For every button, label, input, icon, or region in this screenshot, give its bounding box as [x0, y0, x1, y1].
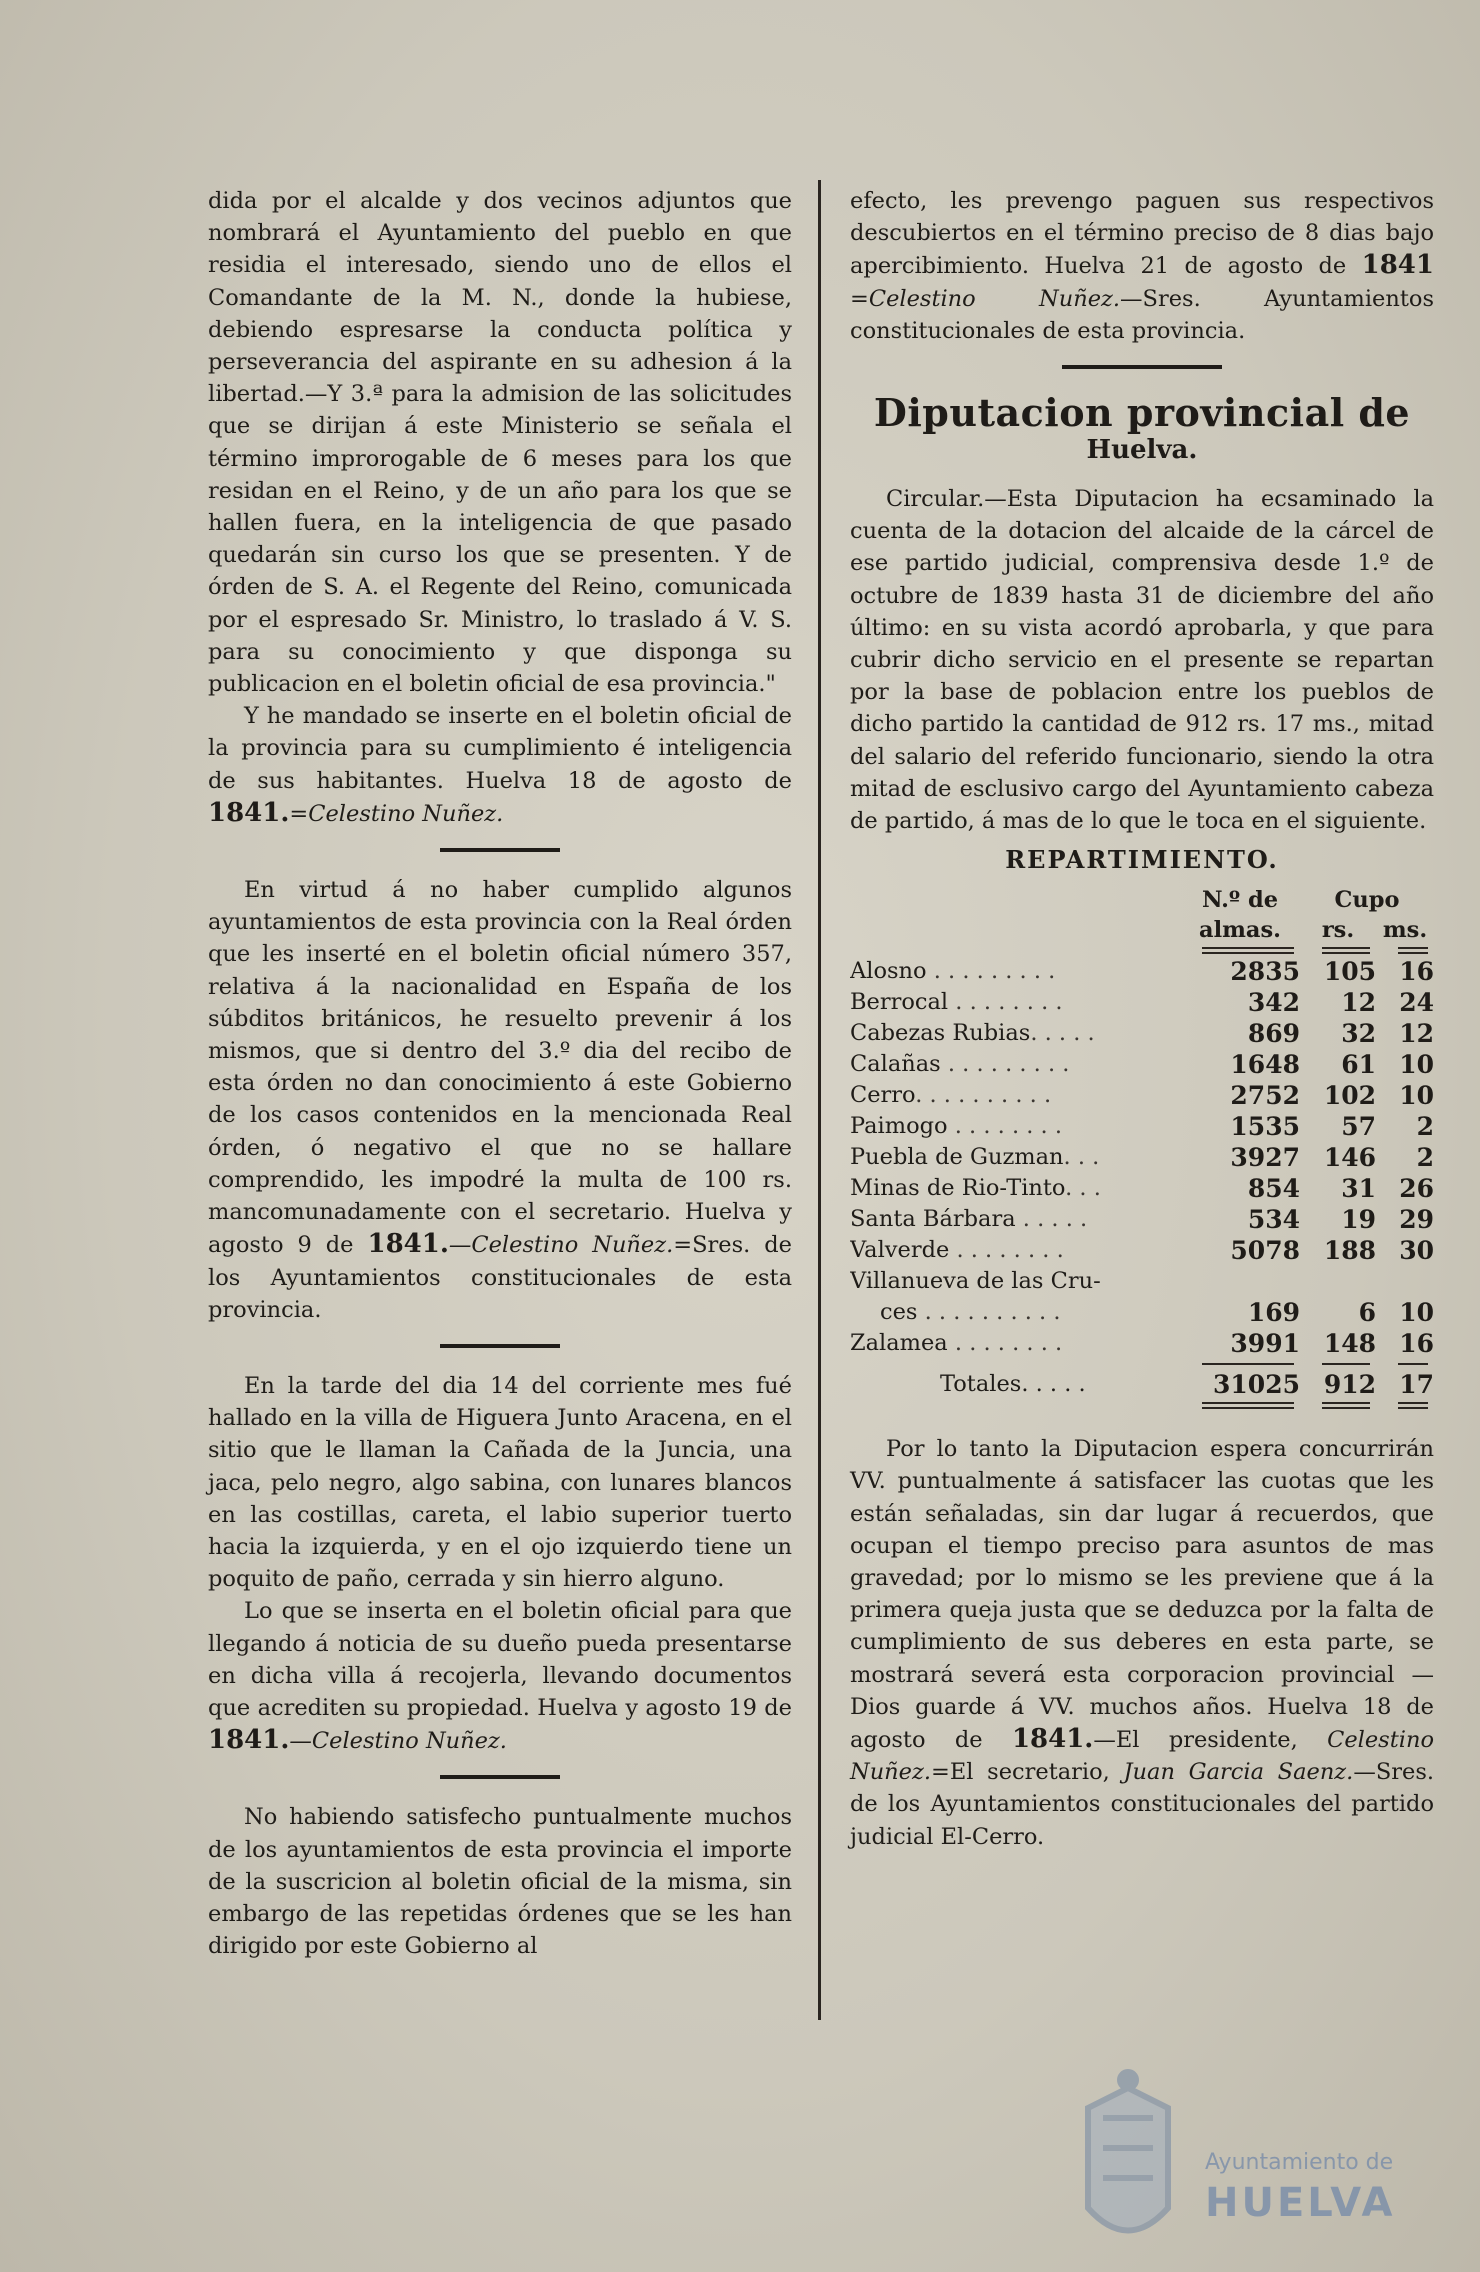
- row-town-name: Minas de Rio-Tinto: [850, 1175, 1066, 1202]
- section-heading: Diputacion provincial de: [873, 390, 1411, 436]
- row-town-name: Valverde: [850, 1237, 950, 1264]
- table-row: [850, 1297, 1434, 1328]
- table-row: [850, 1235, 1434, 1266]
- table-row: [850, 1018, 1434, 1049]
- row-rs: 12: [1341, 988, 1376, 1018]
- row-leader-dots: . . . . . . . . .: [940, 1051, 1070, 1078]
- watermark-line2: HUELVA: [1205, 2180, 1396, 2226]
- row-leader-dots: . . . . . . . . . .: [915, 1082, 1052, 1109]
- totals-label: Totales. . . . .: [940, 1371, 1086, 1398]
- row-rs: 148: [1323, 1329, 1376, 1359]
- row-ms: 10: [1399, 1050, 1434, 1080]
- row-town-name: ces: [880, 1299, 918, 1326]
- col-header-almas: N.º de: [1201, 887, 1279, 914]
- section-divider: [440, 1344, 560, 1348]
- section-divider: [440, 1775, 560, 1779]
- row-almas: 854: [1247, 1174, 1300, 1204]
- row-leader-dots: . . . . . . . . .: [926, 958, 1056, 985]
- right-paragraph-3: Por lo tanto la Diputacion espera concurrirán VV. puntualmente á satisfacer las cuotas que les están señaladas, sin dar lugar á recuerdos, que ocupan el tiempo preciso para asuntos de mas gravedad; por lo mismo se les previene que á la primera queja justa que se deduzca por la falta de cumplimiento de sus deberes en esta parte, se mostrará severá esta corporacion provincial —Dios guarde á VV. muchos años. Huelva 18 de agosto de 1841.—El presidente, Celestino Nuñez.=El secretario, Juan Garcia Saenz.—Sres. de los Ayuntamientos constitucionales del partido judicial El-Cerro.: [850, 1436, 1435, 1850]
- watermark-line1: Ayuntamiento de: [1205, 2150, 1394, 2175]
- row-town-name: Alosno: [850, 958, 927, 985]
- table-row: [850, 987, 1434, 1018]
- table-row: [850, 1142, 1434, 1173]
- row-ms: 10: [1399, 1298, 1434, 1328]
- row-leader-dots: . . . . .: [1015, 1206, 1088, 1233]
- row-town-name: Berrocal: [850, 989, 949, 1016]
- col-header-ms: ms.: [1382, 917, 1428, 944]
- table-row: [850, 1080, 1434, 1111]
- row-rs: 61: [1341, 1050, 1376, 1080]
- row-town: [850, 1111, 1180, 1142]
- table-row: [850, 1204, 1434, 1235]
- row-ms: 26: [1399, 1174, 1434, 1204]
- row-leader-dots: . . . . .: [1030, 1020, 1095, 1047]
- row-almas: 534: [1247, 1205, 1300, 1235]
- row-leader-dots: . . . . . . . . . .: [917, 1299, 1061, 1326]
- section-heading-sub: Huelva.: [1086, 435, 1198, 466]
- table-row: [850, 956, 1434, 987]
- row-leader-dots: . . .: [1063, 1144, 1100, 1171]
- row-rs: 105: [1323, 957, 1376, 987]
- row-rs: 19: [1341, 1205, 1376, 1235]
- row-almas: 169: [1247, 1298, 1300, 1328]
- table-row: [850, 1328, 1434, 1359]
- table-row: [850, 1111, 1434, 1142]
- row-town-name: Cabezas Rubias: [850, 1020, 1031, 1047]
- table-row: [850, 1049, 1434, 1080]
- left-paragraph-4: En la tarde del dia 14 del corriente mes fué hallado en la villa de Higuera Junto Aracena, en el sitio que le llaman la Cañada de la Juncia, una jaca, pelo negro, algo sabina, con lunares blancos en las costillas, careta, el labio superior tuerto hacia la izquierda, y en el ojo izquierdo tiene un poquito de paño, cerrada y sin hierro alguno.: [208, 1372, 792, 1593]
- right-column: [850, 185, 1434, 1853]
- row-leader-dots: . . . . . . . .: [947, 1113, 1063, 1140]
- table-totals-row: [850, 1369, 1434, 1400]
- col-header-rs: rs.: [1321, 917, 1355, 944]
- row-ms: 29: [1399, 1205, 1434, 1235]
- row-ms: 24: [1399, 988, 1434, 1018]
- left-column: [208, 185, 792, 1962]
- row-rs: 188: [1323, 1236, 1376, 1266]
- row-ms: 10: [1399, 1081, 1434, 1111]
- left-paragraph-6: No habiendo satisfecho puntualmente muchos de los ayuntamientos de esta provincia el importe de la suscricion al boletin oficial de la misma, sin embargo de las repetidas órdenes que se les han dirigido por este Gobierno al: [208, 1804, 792, 1960]
- row-ms: 16: [1399, 957, 1434, 987]
- col-header-cupo: Cupo: [1334, 887, 1400, 914]
- table-title: REPARTIMIENTO.: [1005, 845, 1279, 875]
- row-leader-dots: . . . . . . . .: [949, 1237, 1064, 1264]
- row-ms: 2: [1416, 1112, 1434, 1142]
- row-town: [850, 1328, 1180, 1359]
- row-ms: 12: [1399, 1019, 1434, 1049]
- row-town-name: Puebla de Guzman: [850, 1144, 1064, 1171]
- row-almas: 869: [1247, 1019, 1300, 1049]
- row-almas: 5078: [1230, 1236, 1300, 1266]
- row-rs: [1300, 1266, 1376, 1297]
- row-town: [850, 1266, 1180, 1297]
- row-town-name: Santa Bárbara: [850, 1206, 1016, 1233]
- row-leader-dots: . . . . . . . .: [948, 989, 1063, 1016]
- right-paragraph-2: Circular.—Esta Diputacion ha ecsaminado la cuenta de la dotacion del alcaide de la cárcel de ese partido judicial, comprensiva desde 1.º de octubre de 1839 hasta 31 de diciembre del año último: en su vista acordó aprobarla, y que para cubrir dicho servicio en el presente se repartan por la base de poblacion entre los pueblos de dicho partido la cantidad de 912 rs. 17 ms., mitad del salario del referido funcionario, siendo la otra mitad de esclusivo cargo del Ayuntamiento cabeza de partido, á mas de lo que le toca en el siguiente.: [850, 486, 1434, 835]
- section-divider: [1062, 365, 1222, 369]
- row-almas: 342: [1247, 988, 1300, 1018]
- row-town-name: Villanueva de las Cru-: [850, 1268, 1101, 1295]
- row-almas: 1648: [1230, 1050, 1300, 1080]
- row-almas: [1180, 1266, 1300, 1297]
- row-town: [850, 1142, 1180, 1173]
- totals-ms: 17: [1399, 1370, 1434, 1400]
- col-header-almas-sub: almas.: [1198, 917, 1281, 944]
- row-almas: 2835: [1230, 957, 1300, 987]
- totals-almas: 31025: [1213, 1370, 1300, 1400]
- row-rs: 32: [1341, 1019, 1376, 1049]
- row-town: [850, 1018, 1180, 1049]
- row-rs: 31: [1341, 1174, 1376, 1204]
- row-town-name: Zalamea: [850, 1330, 948, 1357]
- row-town: [850, 956, 1180, 987]
- repartimiento-table: [850, 885, 1434, 1411]
- row-town: [850, 1297, 1180, 1328]
- row-leader-dots: . . .: [1065, 1175, 1101, 1202]
- row-ms: 2: [1416, 1143, 1434, 1173]
- row-ms: 30: [1399, 1236, 1434, 1266]
- row-town: [850, 987, 1180, 1018]
- row-leader-dots: . . . . . . . .: [947, 1330, 1063, 1357]
- row-town: [850, 1173, 1180, 1204]
- left-paragraph-5: Lo que se inserta en el boletin oficial para que llegando á noticia de su dueño pueda presentarse en dicha villa á recojerla, llevando documentos que acrediten su propiedad. Huelva y agosto 19 de 1841.—Celestino Nuñez.: [208, 1598, 792, 1756]
- table-row: [850, 1266, 1434, 1297]
- row-town-name: Cerro: [850, 1082, 916, 1109]
- section-divider: [440, 848, 560, 852]
- row-town: [850, 1049, 1180, 1080]
- row-ms: [1376, 1266, 1434, 1297]
- left-paragraph-2: Y he mandado se inserte en el boletin oficial de la provincia para su cumplimiento é inteligencia de sus habitantes. Huelva 18 de agosto de 1841.=Celestino Nuñez.: [208, 703, 792, 828]
- row-town: [850, 1204, 1180, 1235]
- row-town-name: Paimogo: [850, 1113, 948, 1140]
- row-almas: 2752: [1230, 1081, 1300, 1111]
- row-rs: 57: [1341, 1112, 1376, 1142]
- left-paragraph-1: dida por el alcalde y dos vecinos adjuntos que nombrará el Ayuntamiento del pueblo en que residia el interesado, siendo uno de ellos el Comandante de la M. N., donde la hubiese, debiendo espresarse la conducta política y perseverancia del aspirante en su adhesion á la libertad.—Y 3.ª para la admision de las solicitudes que se dirijan á este Ministerio se señala el término improrogable de 6 meses para los que residan en el Reino, y de un año para los que se hallen fuera, en la inteligencia de que pasado quedarán sin curso los que se presenten. Y de órden de S. A. el Regente del Reino, comunicada por el espresado Sr. Ministro, lo traslado á V. S. para su conocimiento y que disponga su publicacion en el boletin oficial de esa provincia.": [208, 188, 792, 698]
- table-row: [850, 1173, 1434, 1204]
- column-divider: [818, 180, 821, 2020]
- totals-rs: 912: [1323, 1370, 1376, 1400]
- row-town-name: Calañas: [850, 1051, 941, 1078]
- right-paragraph-1: efecto, les prevengo paguen sus respectivos descubiertos en el término preciso de 8 dias bajo apercibimiento. Huelva 21 de agosto de 1841 =Celestino Nuñez.—Sres. Ayuntamientos constitucionales de esta provincia.: [850, 188, 1434, 344]
- row-town: [850, 1080, 1180, 1111]
- row-ms: 16: [1399, 1329, 1434, 1359]
- left-paragraph-3: En virtud á no haber cumplido algunos ayuntamientos de esta provincia con la Real órden que les inserté en el boletin oficial número 357, relativa á la nacionalidad en España de los súbditos británicos, he resuelto prevenir á los mismos, que si dentro del 3.º dia del recibo de esta órden no dan conocimiento á este Gobierno de los casos contenidos en la mencionada Real órden, ó negativo el que no se hallare comprendido, les impodré la multa de 100 rs. mancomunadamente con el secretario. Huelva y agosto 9 de 1841.—Celestino Nuñez.=Sres. de los Ayuntamientos constitucionales de esta provincia.: [208, 877, 792, 1323]
- row-almas: 1535: [1230, 1112, 1300, 1142]
- row-town: [850, 1235, 1180, 1266]
- row-almas: 3927: [1230, 1143, 1300, 1173]
- row-rs: 6: [1358, 1298, 1376, 1328]
- row-rs: 102: [1323, 1081, 1376, 1111]
- row-almas: 3991: [1230, 1329, 1300, 1359]
- row-rs: 146: [1323, 1143, 1376, 1173]
